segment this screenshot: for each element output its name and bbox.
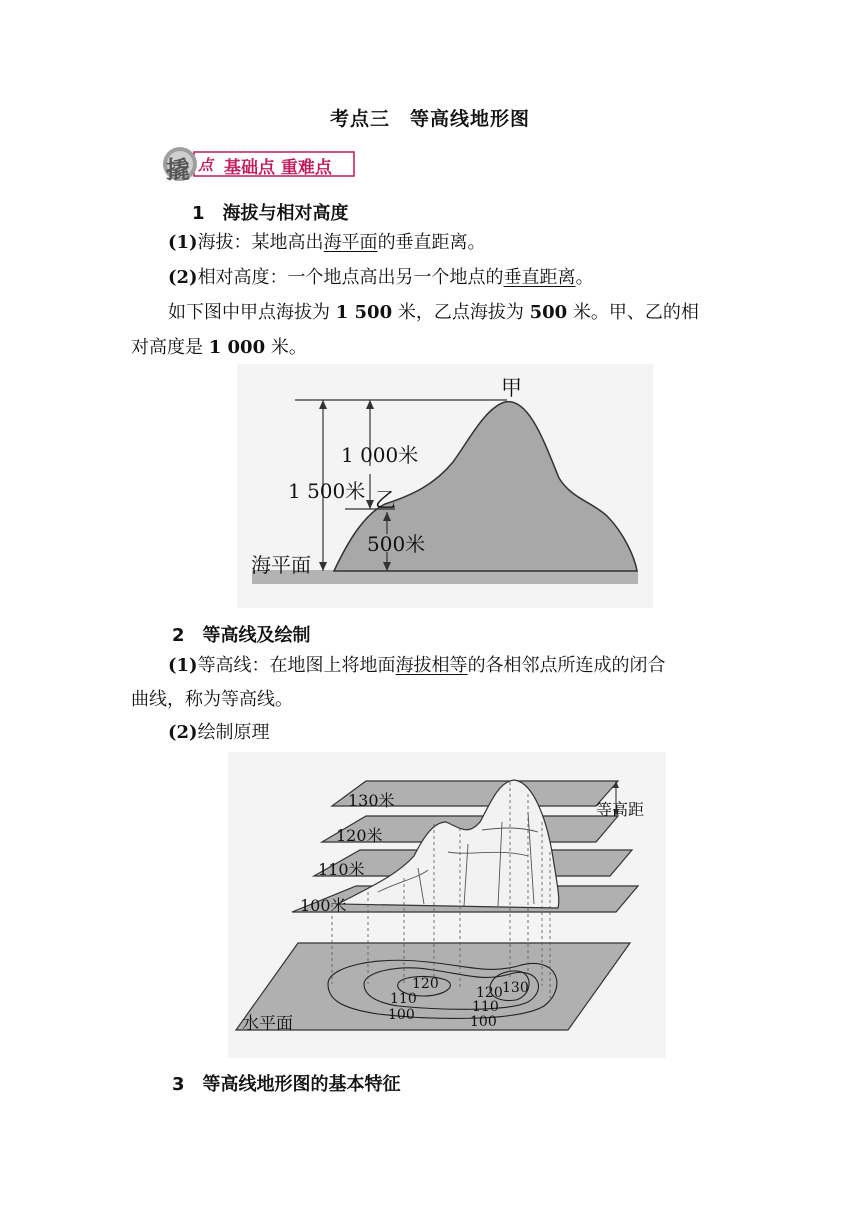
badge-icon: 撬 bbox=[166, 156, 190, 184]
section1-heading: 1 海拔与相对高度 bbox=[192, 203, 349, 224]
section1-p3-line1 bbox=[168, 301, 699, 325]
section2-heading: 2 等高线及绘制 bbox=[172, 625, 311, 646]
p3-text: 如下图中甲点海拔为 bbox=[168, 302, 336, 323]
altitude-low-label: 500米 bbox=[367, 532, 426, 556]
p2-text-b: 。 bbox=[575, 267, 594, 288]
s2p1-label: (1) bbox=[168, 655, 198, 676]
interval-label: 等高距 bbox=[596, 800, 645, 819]
p1-text-a: 海拔：某地高出 bbox=[197, 232, 324, 253]
point-label: 乙 bbox=[375, 488, 396, 512]
p1-text-b: 的垂直距离。 bbox=[377, 232, 486, 253]
p3-text: 米，乙点海拔为 bbox=[392, 302, 530, 323]
s2p1-underline: 海拔相等 bbox=[395, 655, 468, 676]
plane-label-130: 130米 bbox=[348, 791, 395, 810]
page-title: 考点三 等高线地形图 bbox=[329, 108, 530, 130]
contour-label: 100 bbox=[388, 1007, 415, 1023]
section1-p2 bbox=[168, 266, 594, 290]
s2p1-text-a: 等高线：在地图上将地面 bbox=[197, 655, 396, 676]
altitude-high-label: 1 500米 bbox=[288, 479, 366, 503]
p1-underline: 海平面 bbox=[323, 232, 378, 253]
badge-label: 基础点 重难点 bbox=[224, 158, 332, 178]
p2-underline: 垂直距离 bbox=[503, 267, 576, 288]
section2-p2 bbox=[168, 721, 270, 745]
p3-text: 米。甲、乙的相 bbox=[567, 302, 699, 323]
altitude-figure bbox=[237, 364, 653, 608]
s2p2-text: 绘制原理 bbox=[197, 722, 270, 743]
relative-height-label: 1 000米 bbox=[341, 443, 419, 467]
section2-p1 bbox=[168, 654, 666, 678]
badge-suffix: 点 bbox=[198, 156, 214, 174]
contour-label: 130 bbox=[502, 980, 529, 996]
contour-label: 110 bbox=[390, 991, 417, 1007]
section1-p3-line2 bbox=[131, 336, 307, 360]
base-plane-label: 水平面 bbox=[242, 1014, 293, 1034]
peak-label: 甲 bbox=[501, 376, 522, 400]
p3-value-relative: 1 000 bbox=[208, 337, 266, 358]
p2-text-a: 相对高度：一个地点高出另一个地点的 bbox=[197, 267, 504, 288]
p3-value-jia: 1 500 bbox=[335, 302, 393, 323]
p2-label: (2) bbox=[168, 267, 198, 288]
p3-text: 对高度是 bbox=[131, 337, 209, 358]
p3-value-yi: 500 bbox=[529, 302, 568, 323]
contour-label: 120 bbox=[476, 985, 503, 1001]
plane-label-120: 120米 bbox=[336, 826, 383, 845]
plane-label-110: 110米 bbox=[318, 860, 365, 879]
s2p1-text-b: 的各相邻点所连成的闭合 bbox=[467, 655, 666, 676]
sea-level-label: 海平面 bbox=[251, 553, 311, 577]
plane-label-100: 100米 bbox=[300, 896, 347, 915]
contour-label: 120 bbox=[412, 976, 439, 992]
p3-text: 米。 bbox=[265, 337, 307, 358]
section3-heading: 3 等高线地形图的基本特征 bbox=[172, 1074, 401, 1095]
contour-label: 110 bbox=[472, 999, 499, 1015]
contour-principle-figure bbox=[228, 752, 666, 1058]
section2-p1-line2: 曲线，称为等高线。 bbox=[131, 689, 293, 710]
p1-label: (1) bbox=[168, 232, 198, 253]
section1-p1 bbox=[168, 231, 486, 255]
contour-label: 100 bbox=[470, 1014, 497, 1030]
s2p2-label: (2) bbox=[168, 722, 198, 743]
section-badge bbox=[160, 146, 356, 182]
